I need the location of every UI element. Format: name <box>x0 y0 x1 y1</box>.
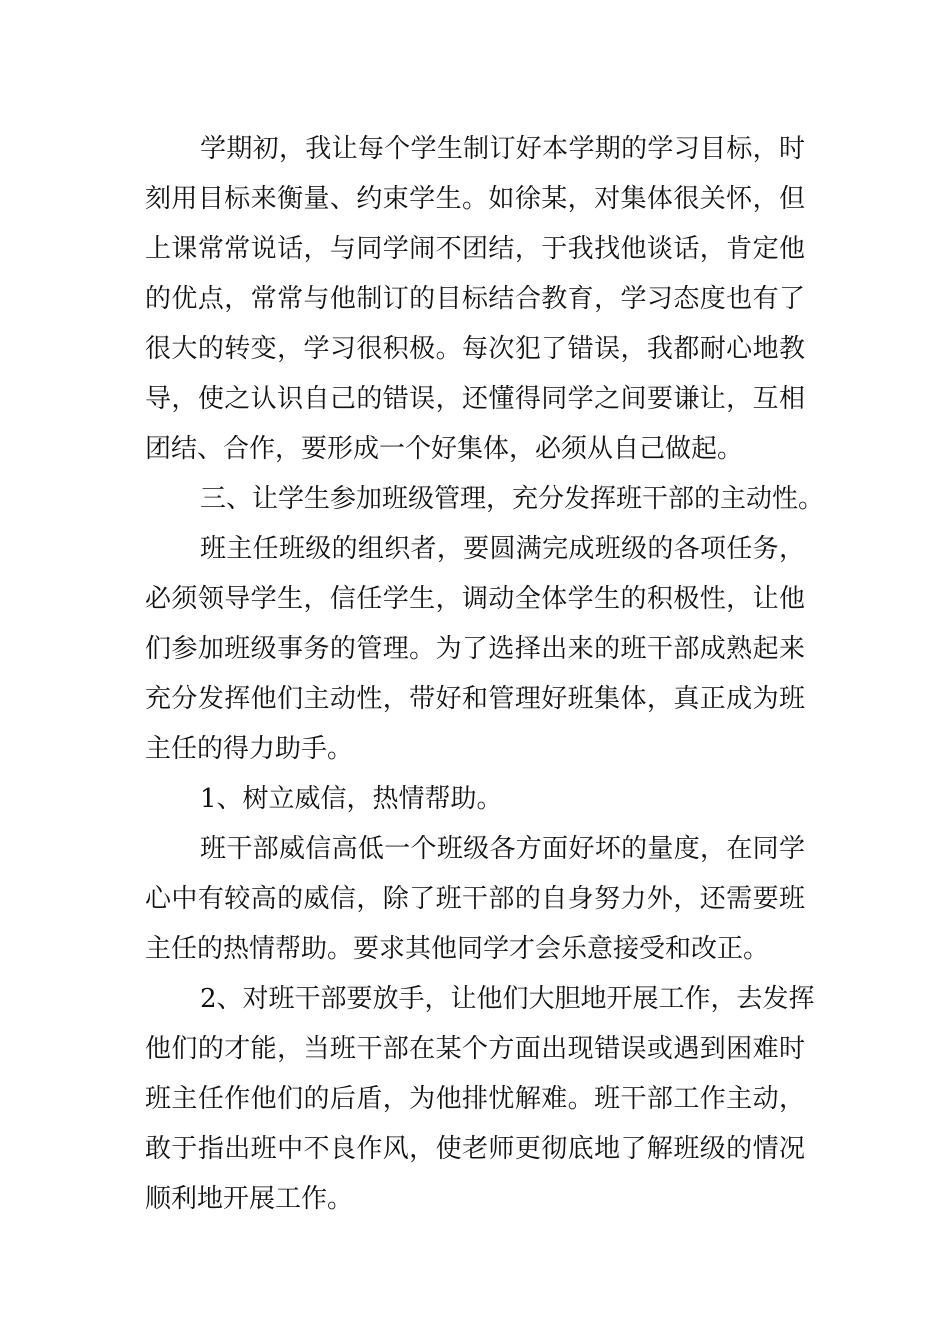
paragraph-line: 上课常常说话，与同学闹不团结，于我找他谈话，肯定他 <box>145 234 805 264</box>
paragraph-line: 班主任作他们的后盾，为他排忧解难。班干部工作主动， <box>145 1084 805 1114</box>
paragraph-line: 必须领导学生，信任学生，调动全体学生的积极性，让他 <box>145 584 805 614</box>
subsection-heading: 2、对班干部要放手，让他们大胆地开展工作，去发挥 <box>200 984 815 1014</box>
subsection-heading: 1、树立威信，热情帮助。 <box>200 784 503 814</box>
document-body <box>145 124 825 1224</box>
paragraph-line: 他们的才能，当班干部在某个方面出现错误或遇到困难时 <box>145 1034 805 1064</box>
paragraph-line: 顺利地开展工作。 <box>145 1184 354 1214</box>
paragraph-line: 刻用目标来衡量、约束学生。如徐某，对集体很关怀，但 <box>145 184 805 214</box>
paragraph-line: 学期初，我让每个学生制订好本学期的学习目标，时 <box>200 134 805 164</box>
paragraph-line: 的优点，常常与他制订的目标结合教育，学习态度也有了 <box>145 284 805 314</box>
section-heading: 三、让学生参加班级管理，充分发挥班干部的主动性。 <box>200 484 825 514</box>
paragraph-line: 导，使之认识自己的错误，还懂得同学之间要谦让，互相 <box>145 384 805 414</box>
paragraph-line: 主任的得力助手。 <box>145 734 354 764</box>
paragraph-line: 充分发挥他们主动性，带好和管理好班集体，真正成为班 <box>145 684 805 714</box>
paragraph-line: 团结、合作，要形成一个好集体，必须从自己做起。 <box>145 434 744 464</box>
paragraph-line: 心中有较高的威信，除了班干部的自身努力外，还需要班 <box>145 884 805 914</box>
paragraph-line: 班主任班级的组织者，要圆满完成班级的各项任务， <box>200 534 805 564</box>
paragraph-line: 主任的热情帮助。要求其他同学才会乐意接受和改正。 <box>145 934 770 964</box>
paragraph-line: 很大的转变，学习很积极。每次犯了错误，我都耐心地教 <box>145 334 805 364</box>
paragraph-line: 们参加班级事务的管理。为了选择出来的班干部成熟起来 <box>145 634 805 664</box>
paragraph-line: 班干部威信高低一个班级各方面好坏的量度，在同学 <box>200 834 805 864</box>
paragraph-line: 敢于指出班中不良作风，使老师更彻底地了解班级的情况 <box>145 1134 805 1164</box>
